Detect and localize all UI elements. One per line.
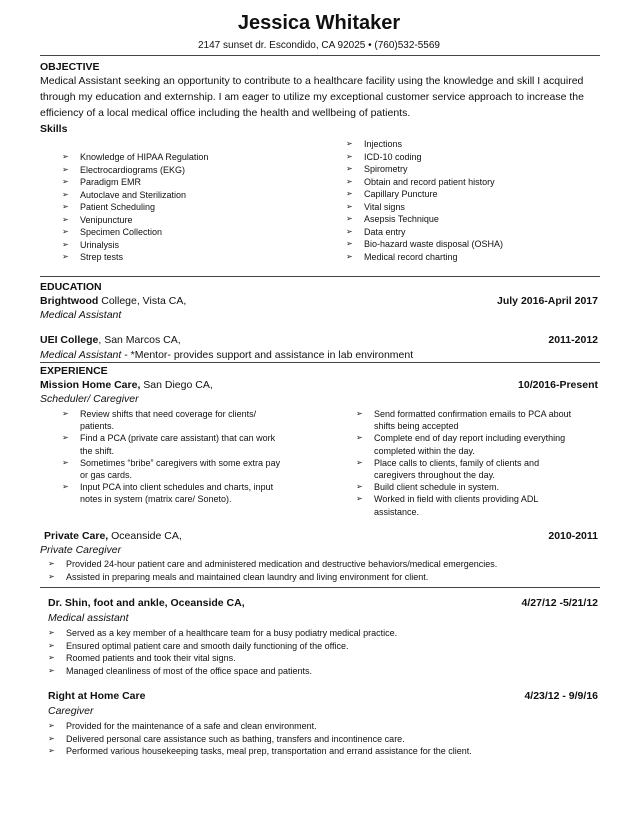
objective-text bbox=[40, 73, 600, 121]
job-role: Caregiver bbox=[48, 705, 94, 717]
job-company: Mission Home Care, San Diego CA, bbox=[40, 379, 213, 391]
arrow-bullet-icon: ➢ bbox=[62, 482, 69, 492]
job-dates: 2010-2011 bbox=[548, 530, 598, 542]
education-entry-dates: July 2016-April 2017 bbox=[497, 295, 598, 307]
job-duties bbox=[48, 558, 497, 583]
arrow-bullet-icon: ➢ bbox=[48, 653, 55, 662]
list-item: ➢ Served as a key member of a healthcare team for a busy podiatry medical practice. bbox=[48, 628, 398, 638]
job-company: Private Care, Oceanside CA, bbox=[44, 530, 182, 542]
job-role: Medical assistant bbox=[48, 612, 129, 624]
arrow-bullet-icon: ➢ bbox=[356, 433, 363, 443]
list-item: ➢ Asepsis Technique bbox=[346, 214, 439, 224]
education-heading: EDUCATION bbox=[40, 281, 102, 293]
job-dates: 4/23/12 - 9/9/16 bbox=[524, 690, 598, 702]
arrow-bullet-icon: ➢ bbox=[62, 252, 69, 261]
arrow-bullet-icon: ➢ bbox=[62, 189, 69, 199]
section-divider bbox=[40, 587, 600, 588]
job-role: Private Caregiver bbox=[40, 544, 122, 556]
list-item: ➢ Venipuncture bbox=[62, 214, 133, 225]
list-item: ➢ Sometimes “bribe” caregivers with some extra pay or gas cards. bbox=[62, 457, 281, 481]
list-item: ➢ Data entry bbox=[346, 226, 406, 237]
arrow-bullet-icon: ➢ bbox=[62, 177, 69, 186]
list-item: ➢ Performed various housekeeping tasks, meal prep, transportation and errand assistance for the client. bbox=[48, 746, 472, 756]
list-item: ➢ Provided for the maintenance of a safe and clean environment. bbox=[48, 721, 317, 731]
objective-heading: OBJECTIVE bbox=[40, 61, 100, 73]
list-item: ➢ Roomed patients and took their vital signs. bbox=[48, 653, 236, 663]
list-item: ➢ Vital signs bbox=[346, 201, 405, 212]
list-item: ➢ Paradigm EMR bbox=[62, 177, 142, 187]
job-duties bbox=[48, 720, 472, 758]
arrow-bullet-icon: ➢ bbox=[346, 189, 353, 198]
arrow-bullet-icon: ➢ bbox=[62, 457, 69, 467]
list-item: ➢ Obtain and record patient history bbox=[346, 176, 495, 187]
arrow-bullet-icon: ➢ bbox=[346, 176, 353, 186]
arrow-bullet-icon: ➢ bbox=[346, 164, 353, 173]
list-item: ➢ Assisted in preparing meals and maintained clean laundry and living environment for client. bbox=[48, 571, 429, 582]
arrow-bullet-icon: ➢ bbox=[346, 214, 353, 223]
list-item: ➢ Capillary Puncture bbox=[346, 189, 438, 199]
education-entry-school: Brightwood College, Vista CA, bbox=[40, 295, 187, 307]
list-item: ➢ Spirometry bbox=[346, 164, 408, 174]
list-item: ➢ Build client schedule in system. bbox=[356, 482, 500, 493]
job-dates: 10/2016-Present bbox=[518, 379, 598, 391]
arrow-bullet-icon: ➢ bbox=[346, 251, 353, 261]
list-item: ➢ Autoclave and Sterilization bbox=[62, 189, 187, 200]
arrow-bullet-icon: ➢ bbox=[346, 239, 353, 248]
arrow-bullet-icon: ➢ bbox=[48, 733, 55, 743]
list-item: ➢ Injections bbox=[346, 139, 403, 149]
list-item: ➢ Provided 24-hour patient care and administered medication and destructive behaviors/medical emergencies. bbox=[48, 559, 498, 569]
job-dates: 4/27/12 -5/21/12 bbox=[521, 597, 598, 609]
arrow-bullet-icon: ➢ bbox=[346, 226, 353, 236]
list-item: ➢ Ensured optimal patient care and smooth daily functioning of the office. bbox=[48, 640, 349, 651]
list-item: ➢ Medical record charting bbox=[346, 251, 458, 262]
arrow-bullet-icon: ➢ bbox=[48, 665, 55, 675]
list-item: ➢ Find a PCA (private care assistant) that can work the shift. bbox=[62, 433, 276, 456]
list-item: ➢ Review shifts that need coverage for clients/ patients. bbox=[62, 409, 257, 432]
arrow-bullet-icon: ➢ bbox=[62, 164, 69, 174]
arrow-bullet-icon: ➢ bbox=[62, 239, 69, 249]
arrow-bullet-icon: ➢ bbox=[356, 457, 363, 467]
job-duties-left bbox=[62, 408, 280, 506]
arrow-bullet-icon: ➢ bbox=[356, 482, 363, 492]
arrow-bullet-icon: ➢ bbox=[356, 494, 363, 504]
arrow-bullet-icon: ➢ bbox=[48, 628, 55, 637]
arrow-bullet-icon: ➢ bbox=[346, 139, 353, 148]
contact-line: 2147 sunset dr. Escondido, CA 92025 • (760)532-5569 bbox=[197, 40, 440, 51]
arrow-bullet-icon: ➢ bbox=[346, 151, 353, 161]
list-item: ➢ Input PCA into client schedules and charts, input notes in system (matrix care/ Soneto). bbox=[62, 482, 274, 505]
arrow-bullet-icon: ➢ bbox=[356, 409, 363, 418]
list-item: ➢ Strep tests bbox=[62, 252, 124, 262]
objective-line: Medical Assistant seeking an opportunity to contribute to a healthcare facility using the knowledge and skill I acquired bbox=[40, 75, 584, 87]
job-duties bbox=[48, 627, 397, 677]
skills-heading: Skills bbox=[40, 123, 68, 135]
arrow-bullet-icon: ➢ bbox=[48, 721, 55, 730]
objective-line: through my education and externship. I am eager to utilize my exceptional customer service approach to increase the bbox=[40, 91, 584, 103]
arrow-bullet-icon: ➢ bbox=[62, 409, 69, 418]
arrow-bullet-icon: ➢ bbox=[62, 214, 69, 224]
experience-heading: EXPERIENCE bbox=[40, 365, 108, 377]
skills-list-left bbox=[62, 151, 208, 264]
skills-list-right bbox=[346, 138, 503, 263]
arrow-bullet-icon: ➢ bbox=[62, 227, 69, 236]
education-entry-dates: 2011-2012 bbox=[548, 334, 598, 346]
list-item: ➢ ICD-10 coding bbox=[346, 151, 422, 162]
arrow-bullet-icon: ➢ bbox=[62, 202, 69, 211]
arrow-bullet-icon: ➢ bbox=[48, 746, 55, 755]
arrow-bullet-icon: ➢ bbox=[62, 152, 69, 161]
job-company: Dr. Shin, foot and ankle, Oceanside CA, bbox=[48, 597, 245, 609]
education-entry-role: Medical Assistant - *Mentor- provides support and assistance in lab environment bbox=[40, 349, 414, 361]
list-item: ➢ Place calls to clients, family of clients and caregivers throughout the day. bbox=[356, 457, 540, 481]
list-item: ➢ Managed cleanliness of most of the office space and patients. bbox=[48, 665, 312, 676]
list-item: ➢ Patient Scheduling bbox=[62, 202, 156, 212]
list-item: ➢ Delivered personal care assistance such as bathing, transfers and incontinence care. bbox=[48, 733, 405, 744]
arrow-bullet-icon: ➢ bbox=[48, 559, 55, 568]
education-divider bbox=[40, 362, 600, 363]
education-entry-role: Medical Assistant bbox=[40, 309, 122, 321]
objective-line: efficiency of a local medical office including the health and wellbeing of patients. bbox=[40, 107, 411, 119]
candidate-name: Jessica Whitaker bbox=[237, 12, 401, 34]
list-item: ➢ Knowledge of HIPAA Regulation bbox=[62, 152, 209, 162]
list-item: ➢ Complete end of day report including everything completed within the day. bbox=[356, 433, 566, 456]
list-item: ➢ Urinalysis bbox=[62, 239, 120, 250]
list-item: ➢ Bio-hazard waste disposal (OSHA) bbox=[346, 239, 504, 249]
arrow-bullet-icon: ➢ bbox=[62, 433, 69, 443]
job-duties-right bbox=[356, 408, 571, 518]
job-company: Right at Home Care bbox=[48, 690, 146, 702]
list-item: ➢ Specimen Collection bbox=[62, 227, 163, 237]
arrow-bullet-icon: ➢ bbox=[48, 640, 55, 650]
education-entry-school: UEI College, San Marcos CA, bbox=[40, 334, 181, 346]
arrow-bullet-icon: ➢ bbox=[346, 201, 353, 211]
list-item: ➢ Electrocardiograms (EKG) bbox=[62, 164, 186, 175]
list-item: ➢ Worked in field with clients providing ADL assistance. bbox=[356, 494, 539, 517]
header-divider bbox=[40, 55, 600, 56]
arrow-bullet-icon: ➢ bbox=[48, 571, 55, 581]
list-item: ➢ Send formatted confirmation emails to PCA about shifts being accepted bbox=[356, 409, 572, 432]
job-role: Scheduler/ Caregiver bbox=[40, 393, 139, 405]
skills-divider bbox=[40, 276, 600, 277]
